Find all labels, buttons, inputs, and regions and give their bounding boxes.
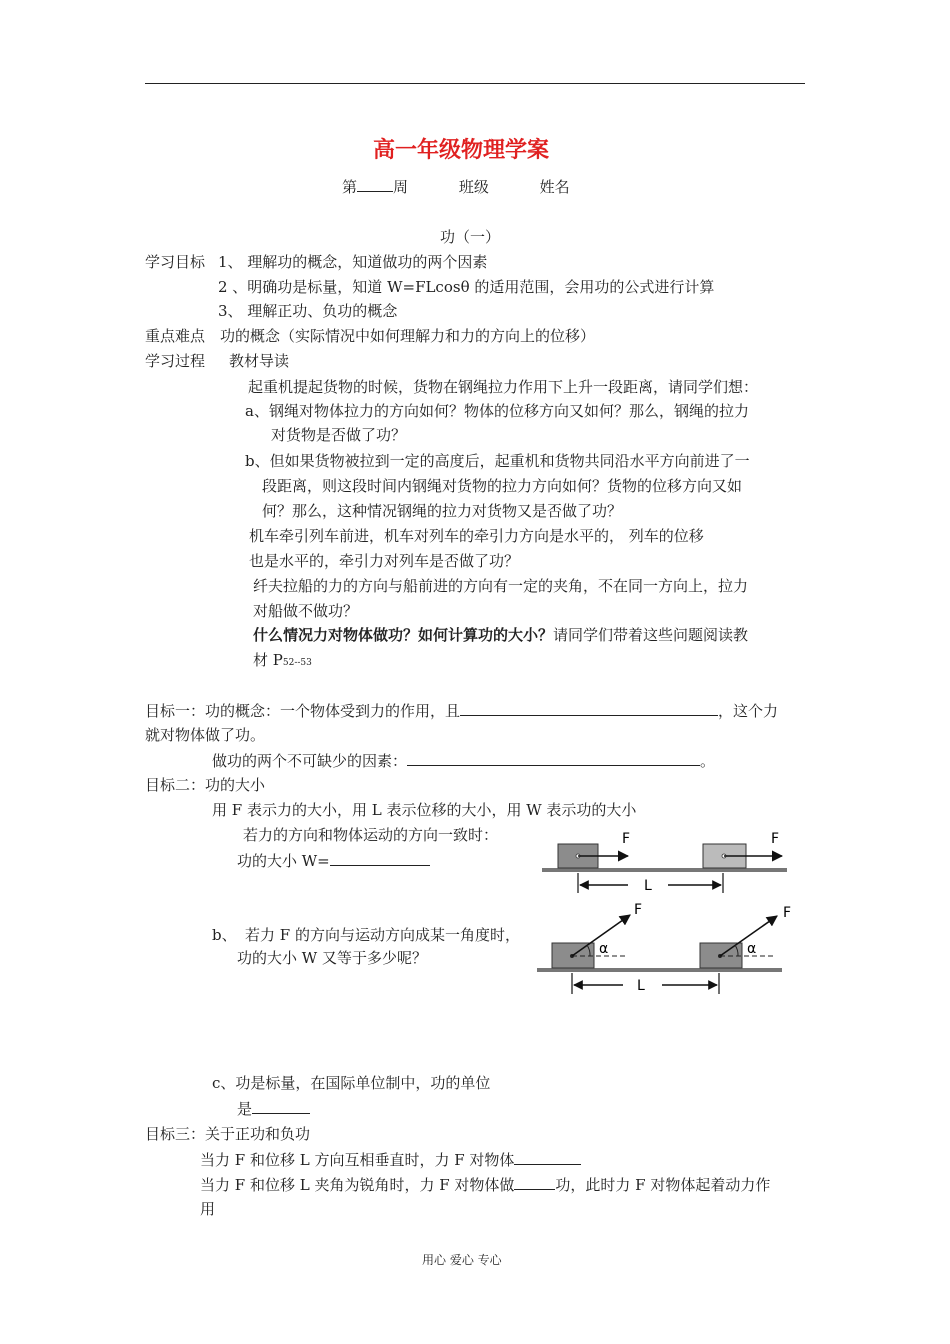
week-suffix: 周	[393, 178, 409, 196]
displacement-label-1: L	[644, 878, 652, 894]
question-b-line3: 何？那么，这种情况钢绳的拉力对货物又是否做了功？	[262, 502, 623, 520]
angle-label-2b: α	[747, 941, 757, 957]
goal2-b-label: b、	[212, 926, 237, 944]
ground-line-1	[542, 868, 787, 872]
class-label: 班级	[458, 178, 489, 196]
goal3-line1	[200, 1149, 581, 1170]
week-blank[interactable]	[357, 176, 393, 192]
goal2-a-blank[interactable]	[330, 850, 430, 866]
reading-prompt	[253, 625, 748, 645]
goal2-heading: 目标二：功的大小	[145, 776, 266, 794]
goal2-a-line1: 若力的方向和物体运动的方向一致时：	[243, 826, 499, 844]
question-b-line1: b、但如果货物被拉到一定的高度后，起重机和货物共同沿水平方向前进了一	[245, 452, 750, 470]
goal3-blank-1[interactable]	[514, 1149, 581, 1165]
question-b-line2: 段距离，则这段时间内钢绳对货物的拉力方向如何？货物的位移方向又如	[262, 477, 743, 495]
process-sub-label: 教材导读	[229, 352, 290, 370]
train-question-line1: 机车牵引列车前进，机车对列车的牵引力方向是水平的， 列车的位移	[249, 527, 704, 545]
displacement-label-2: L	[637, 978, 645, 994]
figure-parallel-force	[530, 820, 800, 895]
force-label-2a: F	[634, 902, 643, 918]
force-label-2b: F	[783, 905, 792, 921]
process-label: 学习过程	[145, 352, 206, 370]
question-a-line2: 对货物是否做了功？	[271, 426, 407, 444]
lesson-title: 功（一）	[440, 228, 501, 246]
goal2-c-prefix: 是	[237, 1100, 253, 1118]
page-title: 高一年级物理学案	[373, 138, 550, 163]
work-unit-blank[interactable]	[252, 1098, 310, 1114]
question-a-line1: a、钢绳对物体拉力的方向如何？物体的位移方向又如何？那么，钢绳的拉力	[245, 402, 749, 420]
train-question-line2: 也是水平的，牵引力对列车是否做了功？	[249, 552, 520, 570]
goal2-b-line2: 功的大小 W 又等于多少呢？	[237, 949, 427, 967]
goal3-line1-text: 当力 F 和位移 L 方向互相垂直时，力 F 对物体	[200, 1151, 515, 1169]
goal1-line3	[212, 750, 715, 771]
goal3-line2-end: 功，此时力 F 对物体起着动力作	[555, 1176, 771, 1194]
page-footer: 用心 爱心 专心	[422, 1253, 502, 1267]
force-label-1b: F	[771, 831, 780, 847]
goal2-c-line1: c、功是标量，在国际单位制中，功的单位	[212, 1074, 491, 1092]
week-prefix: 第	[342, 178, 358, 196]
force-label-1a: F	[622, 831, 631, 847]
goal1-line1-start: 目标一：功的概念：一个物体受到力的作用，且	[145, 702, 461, 720]
goal2-a-line2	[237, 850, 430, 871]
key-points-label: 重点难点	[145, 327, 206, 345]
textbook-reference	[253, 650, 312, 673]
key-points-text: 功的概念（实际情况中如何理解力和力的方向上的位移）	[220, 327, 596, 345]
objective-item-2: 2 、明确功是标量，知道 W=FLcosθ 的适用范围，会用功的公式进行计算	[218, 278, 715, 296]
goal1-line1-end: ，这个力	[718, 702, 779, 720]
ground-line-2	[537, 968, 782, 972]
textbook-ref-pages: 52--53	[282, 658, 312, 668]
angle-label-2a: α	[599, 941, 609, 957]
header-rule	[145, 83, 805, 84]
textbook-ref-prefix: 材 P	[253, 651, 283, 669]
goal1-line1	[145, 700, 778, 721]
goal1-blank-1[interactable]	[460, 700, 718, 716]
goal3-heading: 目标三：关于正功和负功	[145, 1125, 311, 1143]
name-label: 姓名	[539, 178, 570, 196]
goal2-intro: 用 F 表示力的大小，用 L 表示位移的大小，用 W 表示功的大小	[212, 801, 637, 819]
objective-item-3: 3、 理解正功、负功的概念	[218, 302, 398, 320]
goal3-blank-2[interactable]	[514, 1174, 555, 1190]
objective-item-1: 1、 理解功的概念，知道做功的两个因素	[218, 253, 488, 271]
figure-angled-force	[530, 898, 800, 998]
reading-prompt-rest: 请同学们带着这些问题阅读教	[553, 626, 749, 644]
goal3-line2-start: 当力 F 和位移 L 夹角为锐角时，力 F 对物体做	[200, 1176, 515, 1194]
reading-intro: 起重机提起货物的时候，货物在钢绳拉力作用下上升一段距离，请同学们想：	[248, 378, 759, 396]
goal2-a-formula-label: 功的大小 W=	[237, 852, 330, 870]
goal3-line3: 用	[200, 1200, 216, 1218]
reading-prompt-bold: 什么情况力对物体做功？如何计算功的大小？	[253, 626, 554, 644]
student-info-row	[342, 176, 570, 197]
boat-question-line2: 对船做不做功？	[253, 602, 359, 620]
boat-question-line1: 纤夫拉船的力的方向与船前进的方向有一定的夹角，不在同一方向上，拉力	[253, 577, 749, 595]
goal2-c-line2	[237, 1098, 310, 1119]
goal1-line3-start: 做功的两个不可缺少的因素：	[212, 752, 408, 770]
goal2-b-line1: 若力 F 的方向与运动方向成某一角度时，	[245, 926, 520, 944]
goal1-blank-2[interactable]	[407, 750, 700, 766]
goal3-line2	[200, 1174, 770, 1195]
goal1-line3-end: 。	[700, 752, 716, 770]
objectives-label: 学习目标	[145, 253, 206, 271]
goal1-line2: 就对物体做了功。	[145, 726, 266, 744]
